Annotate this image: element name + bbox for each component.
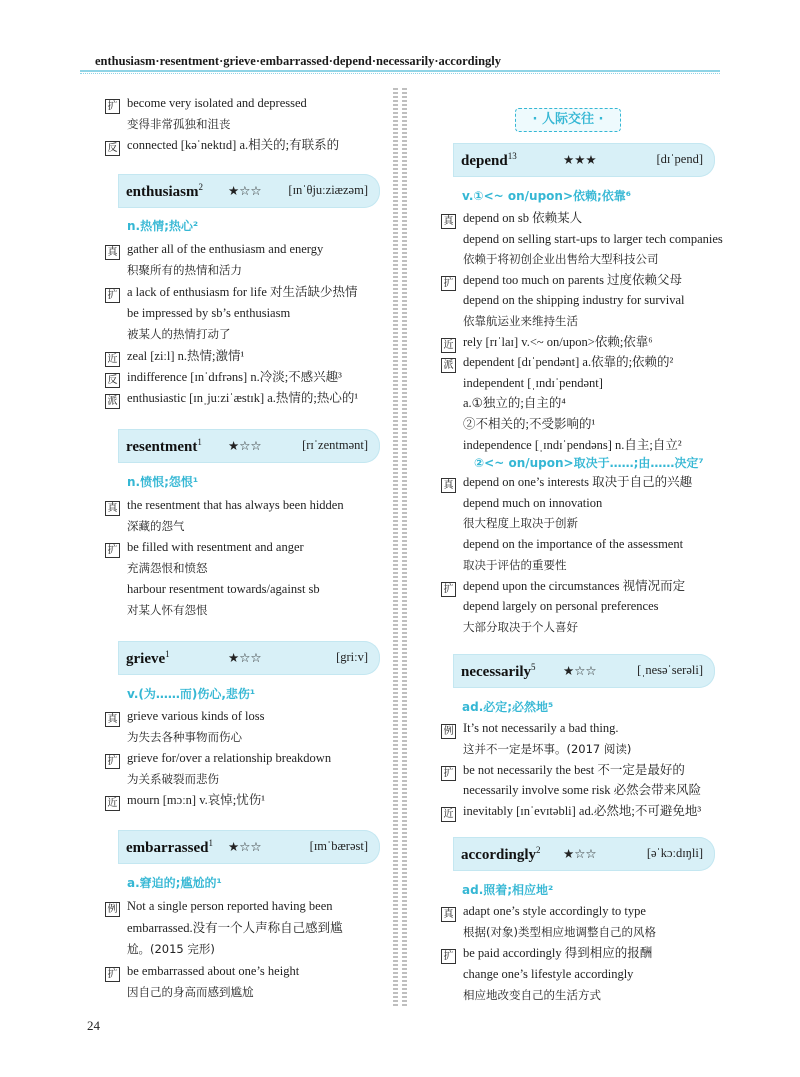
entry-line: [463, 292, 685, 308]
line-text: 取决于评估的重要性: [463, 557, 567, 572]
line-text: become very isolated and depressed: [127, 96, 307, 110]
entry-line: [463, 395, 566, 411]
category-tag: 扩: [105, 754, 120, 769]
line-text: It’s not necessarily a bad thing.: [463, 721, 619, 735]
star-rating: ★★★: [563, 153, 597, 167]
frequency-count: 1: [165, 649, 170, 659]
category-tag: 扩: [441, 949, 456, 964]
headword: grieve$^1$: [126, 649, 170, 667]
part-of-speech: ②<~ on/upon>取决于……;由……决定⁷: [474, 456, 704, 470]
entry-line: [105, 539, 304, 558]
entry-line: [105, 241, 323, 260]
line-text: the resentment that has always been hidden: [127, 498, 344, 512]
entry-line: [105, 137, 339, 156]
line-text: be impressed by sb’s enthusiasm: [127, 305, 291, 320]
headword: necessarily$^5$: [461, 662, 536, 680]
category-tag: 派: [105, 394, 120, 409]
line-text: dependent [dɪˈpendənt] a.依靠的;依赖的²: [463, 355, 674, 370]
category-tag: 扩: [441, 276, 456, 291]
line-text: grieve various kinds of loss: [127, 709, 265, 723]
line-text: indifference [ɪnˈdɪfrəns] n.冷淡;不感兴趣³: [127, 369, 342, 384]
line-text: 为失去各种事物而伤心: [127, 730, 242, 744]
entry-line: [127, 602, 208, 618]
entry-line: [127, 941, 215, 957]
phonetic: [griːv]: [336, 650, 368, 664]
entry-line: [105, 95, 307, 114]
line-text: rely [rɪˈlaɪ] v.<~ on/upon>依赖;依靠⁶: [463, 334, 653, 349]
line-text: 相应地改变自己的生活方式: [463, 988, 601, 1002]
embarrassed-headword-box: [118, 830, 380, 864]
line-text: Not a single person reported having been: [127, 899, 333, 913]
line-text: be filled with resentment and anger: [127, 540, 304, 554]
entry-line: [127, 326, 231, 342]
entry-line: [441, 272, 682, 291]
entry-line: [105, 792, 265, 811]
line-text: harbour resentment towards/against sb: [127, 582, 320, 596]
entry-line: [441, 945, 652, 964]
necessarily-headword-box: [453, 654, 715, 688]
entry-line: [463, 375, 603, 391]
frequency-count: 2: [536, 845, 541, 855]
category-tag: 扩: [105, 543, 120, 558]
part-of-speech: v.(为……而)伤心,悲伤¹: [127, 687, 256, 701]
category-tag: 真: [441, 478, 456, 493]
line-text: inevitably [ɪnˈevɪtəbli] ad.必然地;不可避免地³: [463, 804, 702, 819]
header-rule-dotted: [80, 73, 720, 74]
entry-line: [441, 334, 653, 353]
star-rating: ★☆☆: [228, 184, 262, 198]
line-text: 根据(对象)类型相应地调整自己的风格: [463, 925, 656, 939]
entry-line: [441, 210, 582, 229]
category-tag: 扩: [441, 766, 456, 781]
phonetic: [ɪnˈθjuːziæzəm]: [288, 183, 368, 197]
category-tag: 近: [105, 352, 120, 367]
entry-line: [127, 984, 254, 1000]
line-text: depend on sb 依赖某人: [463, 211, 583, 225]
headword: resentment$^1$: [126, 437, 202, 455]
entry-line: [441, 354, 673, 373]
phonetic: [əˈkɔːdɪŋli]: [646, 846, 703, 860]
running-header: enthusiasm·resentment·grieve·embarrassed·depend·necessarily·accordingly: [95, 54, 501, 68]
line-text: depend largely on personal preferences: [463, 599, 659, 614]
entry-line: [105, 390, 358, 409]
line-text: adapt one’s style accordingly to type: [463, 904, 646, 918]
frequency-count: 5: [530, 662, 536, 672]
category-tag: 真: [105, 712, 120, 727]
entry-line: [463, 782, 701, 798]
category-tag: 扩: [105, 288, 120, 303]
entry-line: [463, 966, 633, 982]
phonetic: [ˌnesəˈserəli]: [637, 663, 703, 677]
line-text: a lack of enthusiasm for life 对生活缺少热情: [127, 284, 358, 299]
line-text: mourn [mɔːn] v.哀悼;忧伤¹: [127, 793, 265, 807]
frequency-count: 13: [507, 151, 517, 161]
entry-line: [441, 720, 619, 739]
entry-line: [105, 497, 344, 516]
line-text: depend too much on parents 过度依赖父母: [463, 272, 683, 287]
line-text: enthusiastic [ɪnˌjuːziˈæstɪk] a.热情的;热心的¹: [127, 391, 359, 406]
star-rating: ★☆☆: [563, 664, 597, 678]
line-text: be not necessarily the best 不一定是最好的: [463, 762, 685, 777]
entry-line: [127, 518, 185, 534]
category-tag: 近: [105, 796, 120, 811]
headword: enthusiasm$^2$: [126, 182, 204, 200]
entry-line: [127, 771, 219, 787]
line-text: 积聚所有的热情和活力: [127, 263, 242, 278]
star-rating: ★☆☆: [228, 439, 262, 453]
line-text: 这并不一定是坏事。(2017 阅读): [463, 741, 632, 756]
line-text: necessarily involve some risk 必然会带来风险: [463, 783, 702, 798]
entry-line: [441, 803, 701, 822]
part-of-speech: a.窘迫的;尴尬的¹: [127, 876, 222, 890]
line-text: 依赖于将初创企业出售给大型科技公司: [463, 252, 659, 267]
category-tag: 派: [441, 358, 456, 373]
part-of-speech: v.①<~ on/upon>依赖;依靠⁶: [462, 189, 632, 203]
entry-line: [463, 437, 682, 453]
section-title: · 人际交往 ·: [515, 108, 621, 132]
header-rule: [80, 70, 720, 72]
entry-line: [127, 262, 242, 278]
category-tag: 真: [441, 214, 456, 229]
entry-line: [441, 474, 692, 493]
frequency-count: 2: [198, 182, 204, 192]
line-text: depend on one’s interests 取决于自己的兴趣: [463, 475, 693, 489]
category-tag: 例: [105, 902, 120, 917]
line-text: 对某人怀有怨恨: [127, 603, 208, 617]
entry-line: [463, 741, 631, 757]
entry-line: [463, 251, 659, 267]
star-rating: ★☆☆: [228, 651, 262, 665]
entry-line: [127, 116, 231, 132]
part-of-speech: ad.照着;相应地²: [462, 883, 554, 897]
entry-line: [463, 313, 578, 329]
entry-line: [463, 416, 595, 432]
line-text: independent [ˌɪndɪˈpendənt]: [463, 375, 603, 390]
entry-line: [127, 920, 343, 936]
phonetic: [rɪˈzentmənt]: [302, 438, 368, 452]
line-text: 为关系破裂而悲伤: [127, 772, 219, 786]
line-text: 依靠航运业来维持生活: [463, 314, 578, 328]
line-text: 很大程度上取决于创新: [463, 516, 578, 531]
entry-line: [463, 515, 578, 531]
line-text: depend on selling start-ups to larger tech companies: [463, 231, 723, 246]
line-text: 尬。(2015 完形): [127, 942, 215, 956]
entry-line: [127, 560, 208, 576]
headword: depend$^{13}$: [461, 151, 517, 169]
line-text: 被某人的热情打动了: [127, 327, 231, 342]
line-text: be paid accordingly 得到相应的报酬: [463, 946, 653, 960]
entry-line: [441, 578, 685, 597]
line-text: ②不相关的;不受影响的¹: [463, 417, 596, 431]
entry-line: [463, 619, 578, 635]
entry-line: [463, 924, 656, 940]
line-text: independence [ˌɪndɪˈpendəns] n.自主;自立²: [463, 437, 682, 452]
category-tag: 例: [441, 724, 456, 739]
entry-line: [463, 536, 683, 552]
line-text: depend much on innovation: [463, 495, 603, 510]
entry-line: [441, 762, 685, 781]
entry-line: [105, 369, 342, 388]
line-text: 深藏的怨气: [127, 519, 185, 533]
category-tag: 近: [441, 807, 456, 822]
entry-line: [105, 750, 331, 769]
headword: embarrassed$^1$: [126, 838, 213, 856]
depend-headword-box: [453, 143, 715, 177]
headword: accordingly$^2$: [461, 845, 541, 863]
line-text: depend upon the circumstances 视情况而定: [463, 578, 686, 593]
line-text: gather all of the enthusiasm and energy: [127, 242, 324, 256]
entry-line: [127, 729, 242, 745]
category-tag: 反: [105, 141, 120, 156]
column-divider: [393, 88, 407, 1008]
line-text: 充满怨恨和愤怒: [127, 561, 208, 575]
grieve-headword-box: [118, 641, 380, 675]
entry-line: [105, 708, 264, 727]
entry-line: [463, 557, 567, 573]
category-tag: 扩: [105, 967, 120, 982]
line-text: depend on the importance of the assessment: [463, 537, 684, 552]
enthusiasm-headword-box: [118, 174, 380, 208]
resentment-headword-box: [118, 429, 380, 463]
line-text: a.①独立的;自主的⁴: [463, 396, 566, 411]
line-text: zeal [ziːl] n.热情;激情¹: [127, 348, 245, 363]
category-tag: 反: [105, 373, 120, 388]
part-of-speech: n.热情;热心²: [127, 219, 199, 233]
part-of-speech: n.愤恨;怨恨¹: [127, 475, 199, 489]
line-text: connected [kəˈnektɪd] a.相关的;有联系的: [127, 138, 340, 152]
entry-line: [463, 231, 723, 247]
category-tag: 真: [105, 245, 120, 260]
line-text: 大部分取决于个人喜好: [463, 619, 578, 634]
category-tag: 扩: [441, 582, 456, 597]
entry-line: [127, 305, 290, 321]
line-text: depend on the shipping industry for survival: [463, 293, 685, 308]
entry-line: [105, 898, 333, 917]
star-rating: ★☆☆: [563, 847, 597, 861]
frequency-count: 1: [197, 437, 202, 447]
entry-line: [127, 581, 320, 597]
page-number: 24: [87, 1018, 100, 1033]
line-text: 因自己的身高而感到尴尬: [127, 985, 254, 999]
category-tag: 近: [441, 338, 456, 353]
line-text: 变得非常孤独和沮丧: [127, 117, 231, 131]
entry-line: [105, 284, 358, 303]
category-tag: 扩: [105, 99, 120, 114]
category-tag: 真: [441, 907, 456, 922]
star-rating: ★☆☆: [228, 840, 262, 854]
entry-line: [441, 903, 646, 922]
entry-line: [463, 495, 602, 511]
entry-line: [463, 987, 601, 1003]
line-text: embarrassed.没有一个人声称自己感到尴: [127, 920, 343, 935]
entry-line: [105, 963, 299, 982]
entry-line: [463, 598, 659, 614]
line-text: grieve for/over a relationship breakdown: [127, 751, 332, 765]
phonetic: [dɪˈpend]: [656, 152, 703, 166]
entry-line: [105, 348, 244, 367]
line-text: be embarrassed about one’s height: [127, 963, 300, 978]
accordingly-headword-box: [453, 837, 715, 871]
phonetic: [ɪmˈbærəst]: [309, 839, 368, 853]
frequency-count: 1: [208, 838, 213, 848]
part-of-speech: ad.必定;必然地⁵: [462, 700, 554, 714]
line-text: change one’s lifestyle accordingly: [463, 967, 634, 981]
category-tag: 真: [105, 501, 120, 516]
